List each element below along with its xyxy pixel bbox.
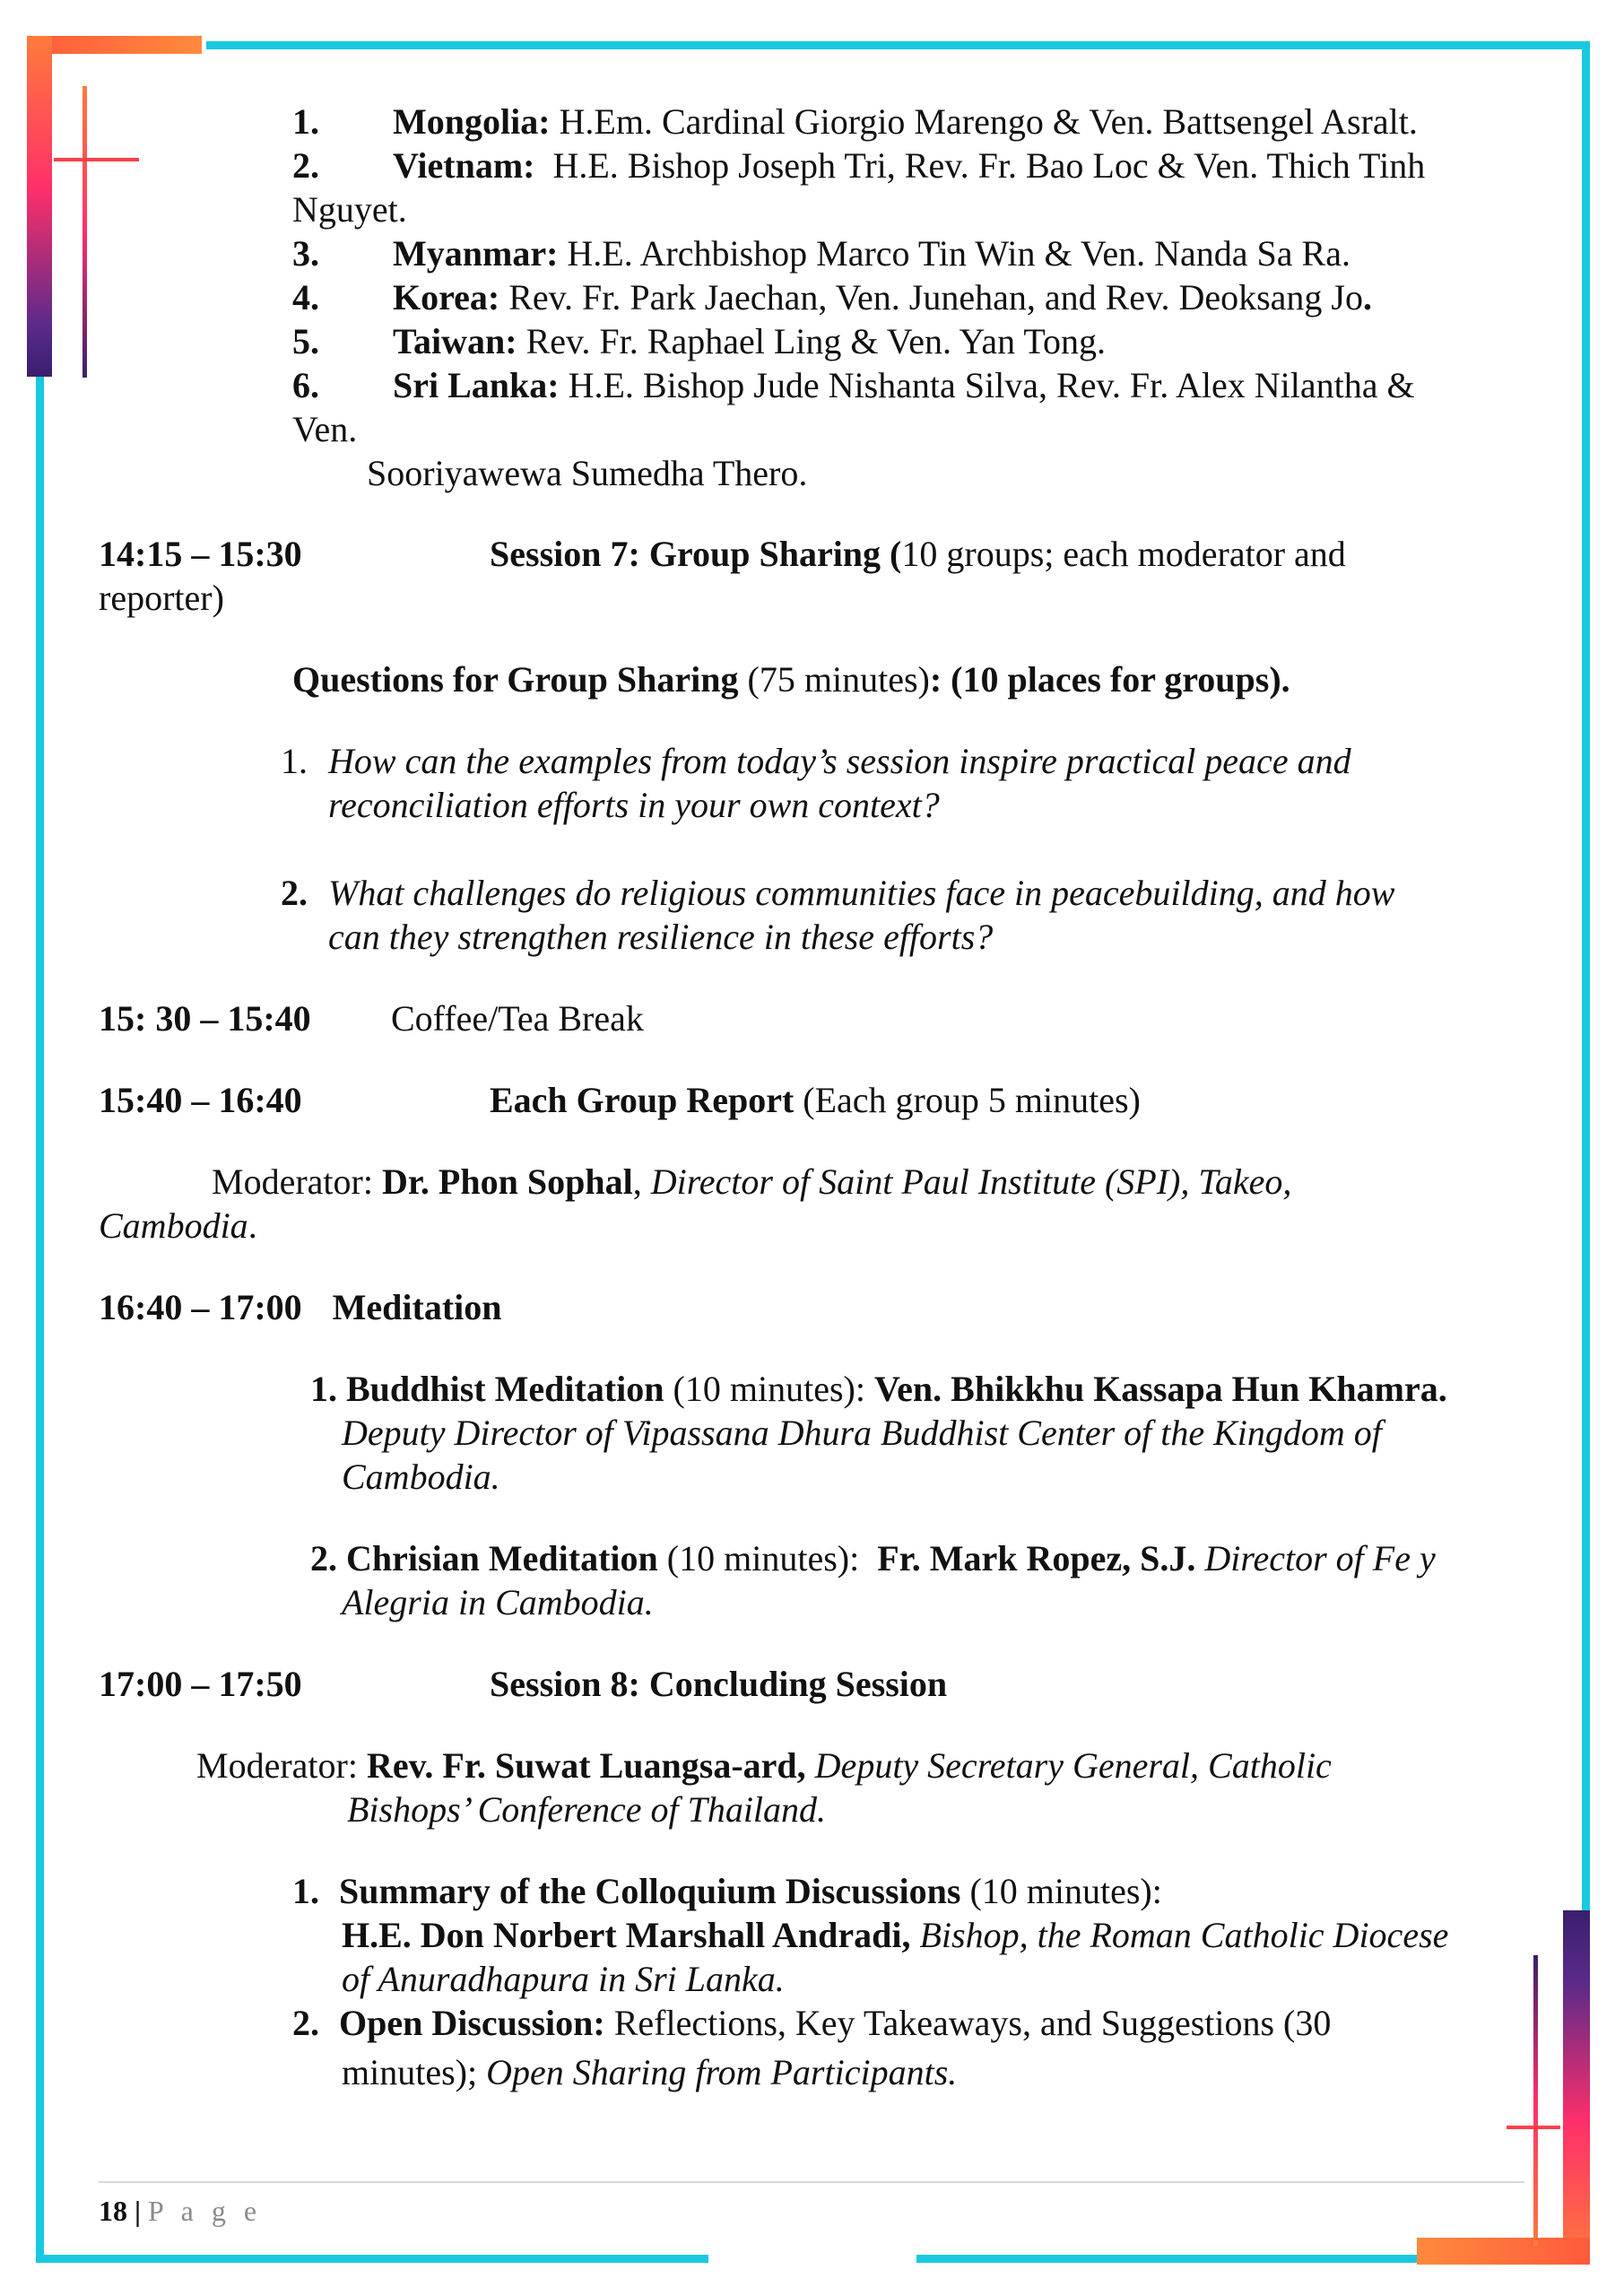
meditation-item-role: Cambodia. [342,1457,500,1497]
delegation-item-continuation: Sooriyawewa Sumedha Thero. [367,453,808,493]
moderator-line-continuation: Cambodia. [99,1205,257,1246]
moderator-line: Moderator: Rev. Fr. Suwat Luangsa-ard, Deputy Secretary General, Catholic [196,1745,1332,1786]
question-number: 1. [281,741,308,781]
break-time: 15: 30 – 15:40 [99,998,311,1039]
meditation-item: 1. Buddhist Meditation (10 minutes): Ven. Bhikkhu Kassapa Hun Khamra. [310,1369,1447,1409]
session-title: Each Group Report (Each group 5 minutes) [490,1080,1141,1120]
session-time: 14:15 – 15:30 [99,534,302,574]
delegation-item: 4. Korea: Rev. Fr. Park Jaechan, Ven. Junehan, and Rev. Deoksang Jo. [292,277,1372,317]
meditation-item-role: Alegria in Cambodia. [342,1582,654,1622]
meditation-item-role: Deputy Director of Vipassana Dhura Buddhist Center of the Kingdom of [342,1413,1382,1453]
delegation-item: 6. Sri Lanka: H.E. Bishop Jude Nishanta Silva, Rev. Fr. Alex Nilantha & [292,365,1415,405]
concluding-item-continuation: minutes); Open Sharing from Participants. [342,2052,958,2092]
concluding-item-role: of Anuradhapura in Sri Lanka. [342,1959,785,1999]
delegation-item-continuation: Ven. [292,409,358,449]
meditation-item: 2. Chrisian Meditation (10 minutes): Fr. Mark Ropez, S.J. Director of Fe y [310,1538,1436,1578]
delegation-item: 1. Mongolia: H.Em. Cardinal Giorgio Marengo & Ven. Battsengel Asralt. [292,101,1418,142]
delegation-item-continuation: Nguyet. [292,189,407,230]
footer-rule [99,2181,1524,2183]
session-time: 15:40 – 16:40 [99,1080,302,1120]
page-footer: 18 | P a g e [99,2195,263,2227]
moderator-line-continuation: Bishops’ Conference of Thailand. [347,1789,827,1830]
concluding-item: 1. Summary of the Colloquium Discussions (10 minutes): [292,1871,1162,1911]
session-detail-continuation: reporter) [99,578,224,618]
session-title: Session 7: Group Sharing (10 groups; each moderator and [490,534,1346,574]
delegation-item: 2. Vietnam: H.E. Bishop Joseph Tri, Rev. Fr. Bao Loc & Ven. Thich Tinh [292,145,1426,186]
concluding-item-person: H.E. Don Norbert Marshall Andradi, Bishop, the Roman Catholic Diocese [342,1915,1449,1955]
question-text: reconciliation efforts in your own context? [328,785,940,825]
session-title: Session 8: Concluding Session [490,1664,948,1704]
question-text: How can the examples from today’s session inspire practical peace and [328,741,1351,781]
concluding-item: 2. Open Discussion: Reflections, Key Takeaways, and Suggestions (30 [292,2003,1332,2043]
delegation-item: 3. Myanmar: H.E. Archbishop Marco Tin Win & Ven. Nanda Sa Ra. [292,233,1350,274]
delegation-item: 5. Taiwan: Rev. Fr. Raphael Ling & Ven. Yan Tong. [292,321,1107,361]
question-text: What challenges do religious communities face in peacebuilding, and how [328,873,1395,913]
session-time: 16:40 – 17:00 Meditation [99,1287,502,1327]
session-time: 17:00 – 17:50 [99,1664,302,1704]
question-number: 2. [281,873,308,913]
questions-heading: Questions for Group Sharing (75 minutes): (10 places for groups). [292,659,1290,700]
moderator-line: Moderator: Dr. Phon Sophal, Director of Saint Paul Institute (SPI), Takeo, [212,1161,1292,1202]
break-label: Coffee/Tea Break [391,998,644,1039]
question-text: can they strengthen resilience in these efforts? [328,917,994,957]
